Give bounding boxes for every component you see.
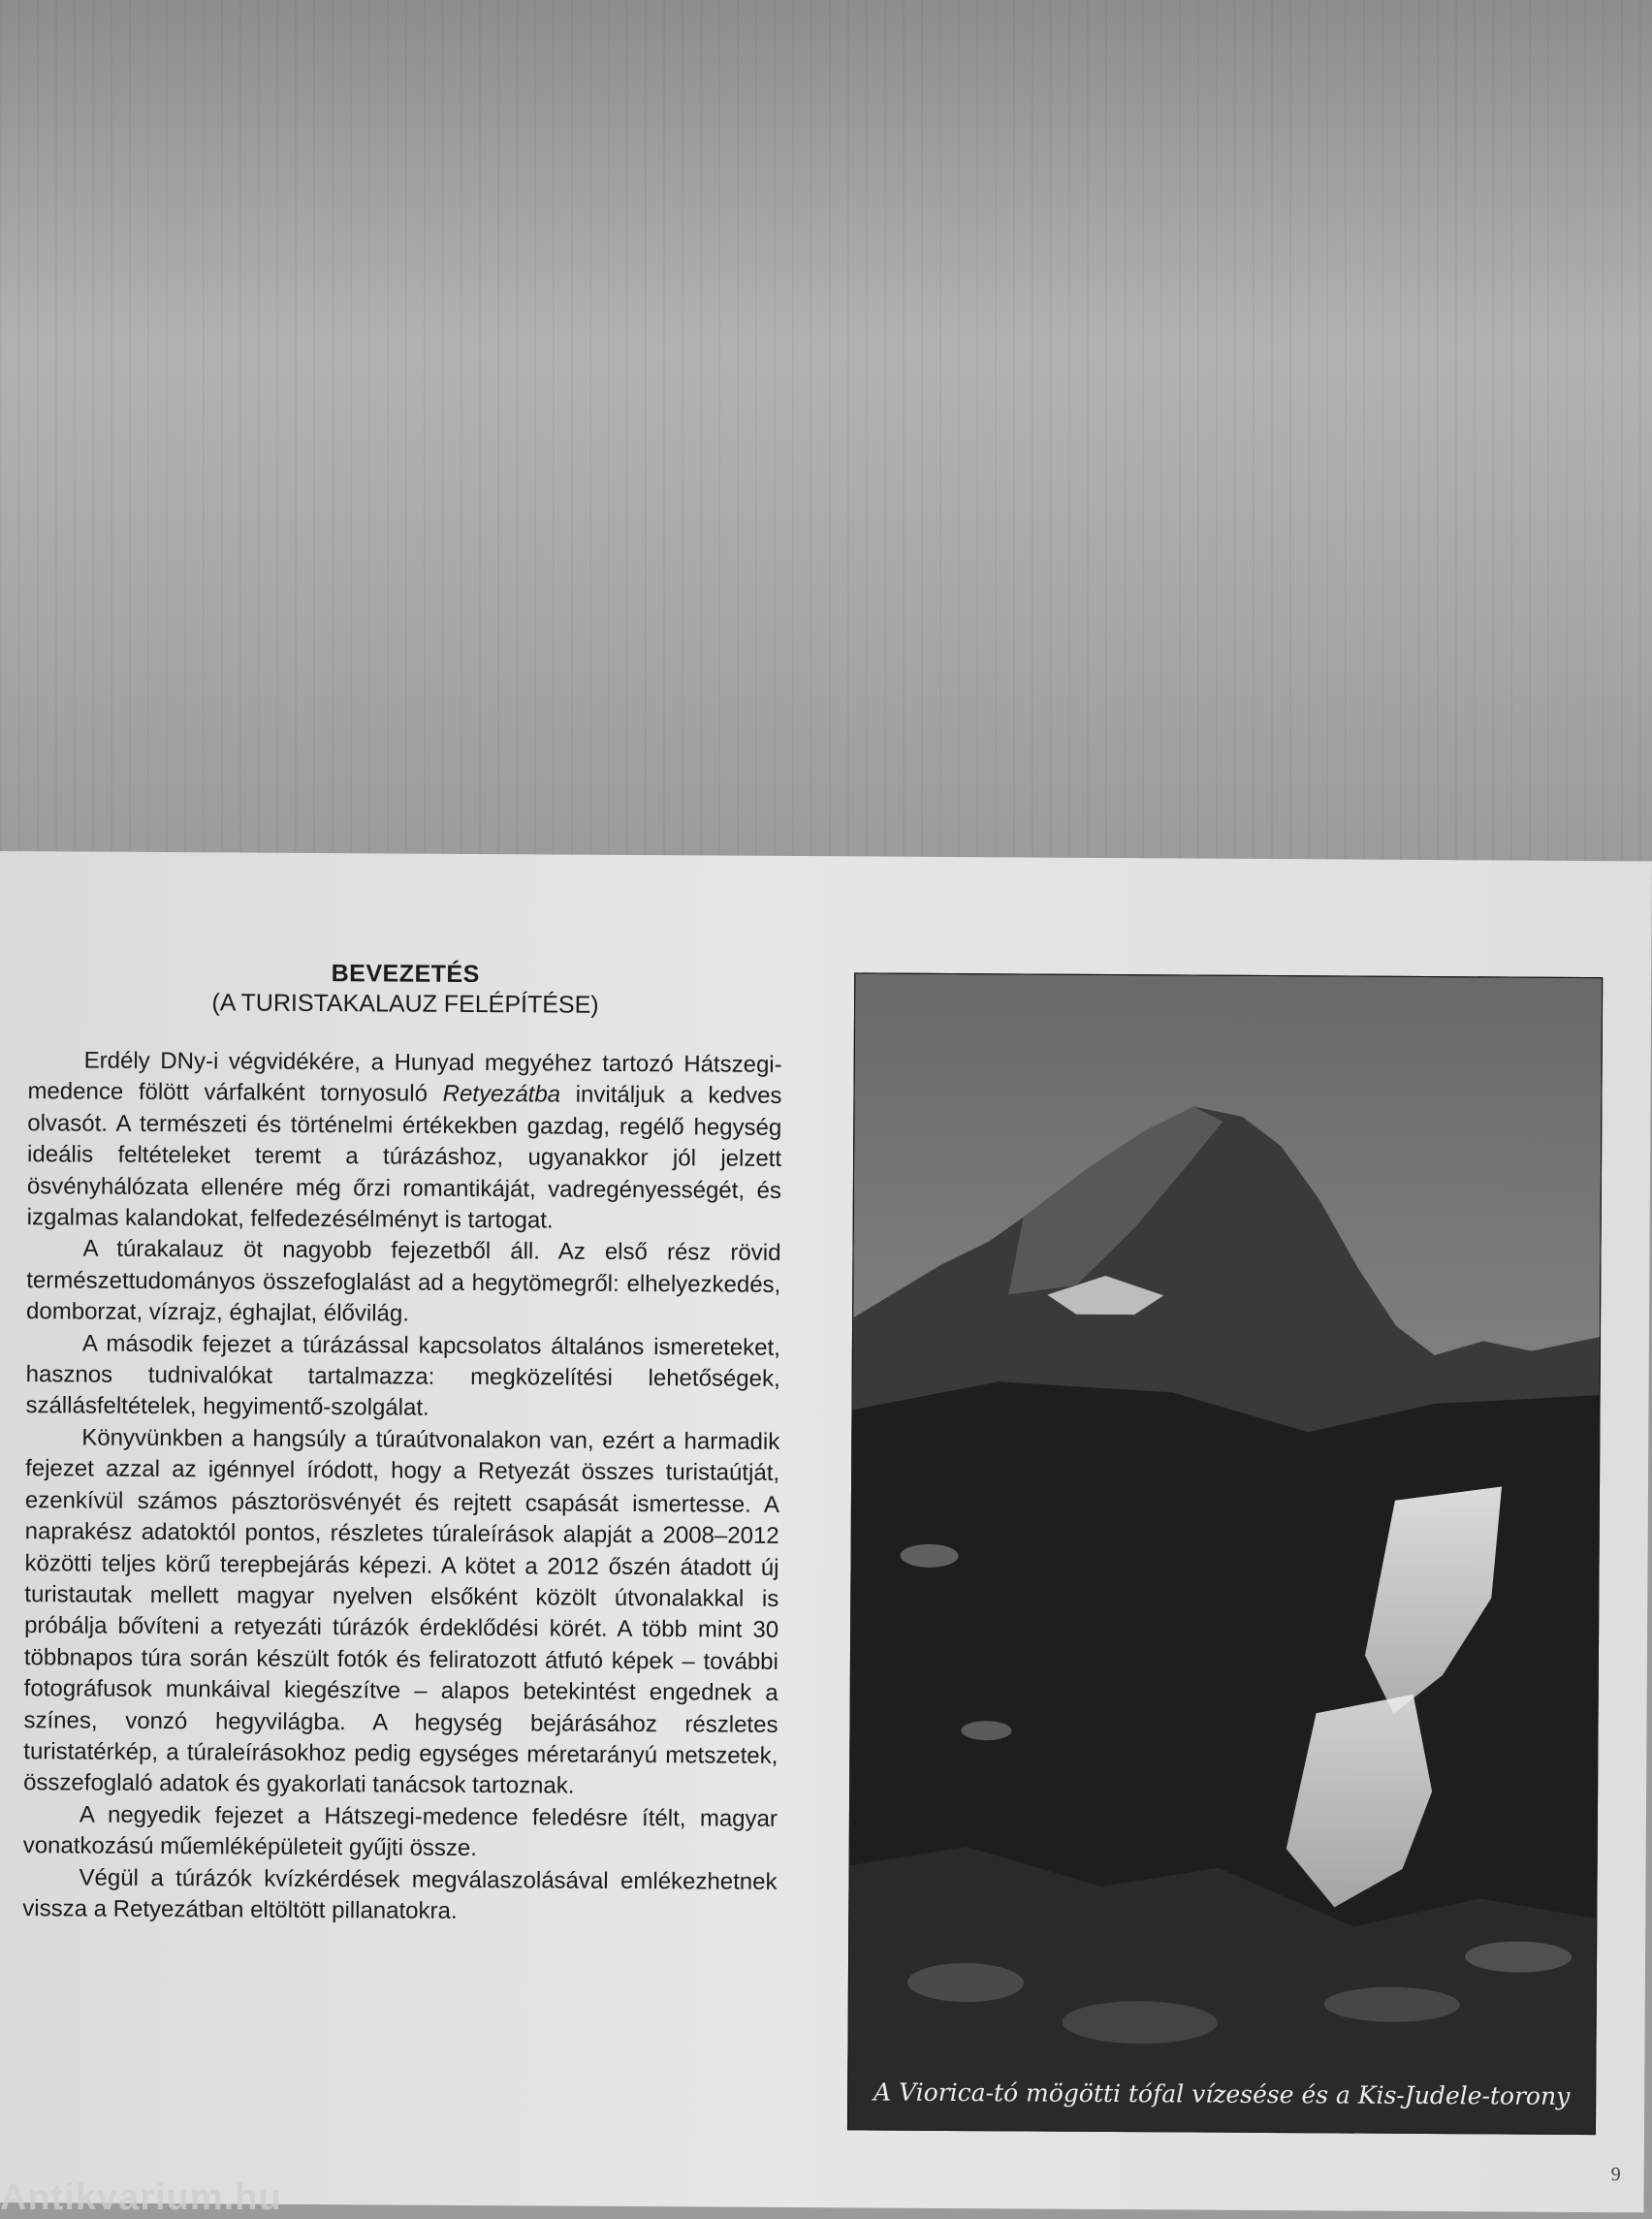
- chapter-title: BEVEZETÉS: [331, 960, 480, 989]
- paragraph-4: Könyvünkben a hangsúly a túraútvonalakon van, ezért a harmadik fejezet azzal az igénnyel íródott, hogy a Retyezát összes turistaútját, ezenkívül számos pásztorösvényét és rejtett csapását ismertesse. A naprakész adatoktól pontos, részletes túraleírások alapját a 2008–2012 közötti teljes körű terepbejárás képezi. A kötet a 2012 őszén átadott új turistautak mellett magyar nyelven elsőként közölt útvonalakkal is próbálja bővíteni a retyezáti túrázók érdeklődési körét. A több mint 30 többnapos túra során készült fotók és feliratozott átfutó képek – további fotográfusok munkáival kiegészítve – alapos betekintést engednek a színes, vonzó hegyvilágba. A hegység bejárásához részletes turistatérkép, a túraleírásokhoz pedig egységes méretarányú metszetek, összefoglaló adatok és gyakorlati tanácsok tartoznak.: [23, 1424, 780, 1799]
- paragraph-2: A túrakalauz öt nagyobb fejezetből áll. Az első rész rövid természettudományos összefoglalást ad a hegytömegről: elhelyezkedés, domborzat, vízrajz, éghajlat, élővilág.: [26, 1235, 781, 1327]
- watermark: Antikvarium.hu: [0, 2177, 282, 2218]
- photo-caption: A Viorica-tó mögötti tófal vízesése és a Kis-Judele-torony: [873, 2077, 1571, 2110]
- paragraph-1-italic: Retyezátba: [442, 1081, 561, 1108]
- text-column: [22, 958, 782, 1929]
- paragraph-3: A második fejezet a túrázással kapcsolatos általános ismereteket, hasznos tudnivalókat tartalmazza: megközelítési lehetőségek, szállásfeltételek, hegyimentő-szolgálat.: [25, 1330, 780, 1422]
- chapter-subtitle: (A TURISTAKALAUZ FELÉPÍTÉSE): [211, 989, 599, 1019]
- book-page: [0, 851, 1652, 2212]
- background-fabric: [0, 0, 1652, 863]
- photo-illustration: [848, 973, 1602, 2134]
- paragraph-1-start: Erdély DNy-i végvidékére, a Hunyad megyéhez tartozó Hátszegi-medence fölött várfalként tornyosuló: [27, 1047, 782, 1108]
- paragraph-1-end: invitáljuk a kedves olvasót. A természeti és történelmi értékekben gazdag, regélő hegység ideális feltételeket teremt a túrázáshoz, ugyanakkor jól jelzett ösvényhálózata ellenére még őrzi romantikáját, vadregényességét, és izgalmas kalandokat, felfedezésélményt is tartogat.: [26, 1081, 782, 1234]
- paragraph-1: [27, 1045, 782, 1238]
- paragraph-5: A negyedik fejezet a Hátszegi-medence feledésre ítélt, magyar vonatkozású műemléképületeit gyűjti össze.: [22, 1801, 778, 1862]
- paragraph-6: Végül a túrázók kvízkérdések megválaszolásával emlékezhetnek vissza a Retyezátban eltöltött pillanatokra.: [22, 1864, 778, 1924]
- page-number: 9: [1610, 2164, 1621, 2186]
- mountain-waterfall-photo: [847, 972, 1603, 2135]
